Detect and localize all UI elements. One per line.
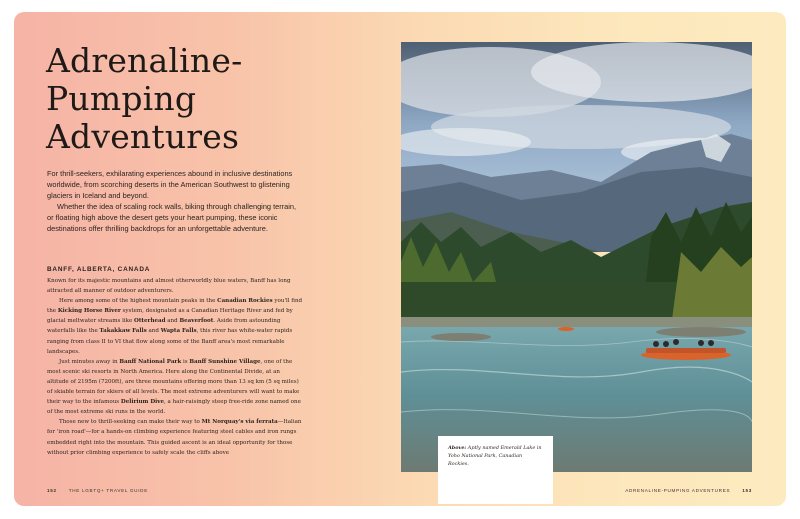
place-name: Banff Sunshine Village	[189, 358, 261, 365]
text-run: and	[165, 318, 180, 325]
intro-paragraph: For thrill-seekers, exhilarating experiences abound in inclusive destinations worldwide, from scorching deserts in the American Southwest to glistening glaciers in Iceland and beyond.	[47, 169, 293, 200]
landscape-photo	[401, 42, 752, 472]
body-paragraph	[47, 417, 303, 457]
body-paragraph	[47, 357, 303, 418]
text-run: system, designated as a Canadian Heritage River and fed by glacial meltwater streams like	[47, 308, 293, 325]
place-name: Otterhead	[134, 318, 166, 325]
place-name: Beaverfoot	[179, 318, 214, 325]
page-number: 152	[47, 488, 57, 493]
page-title: Adrenaline- Pumping Adventures	[46, 41, 243, 156]
text-run: and	[146, 328, 161, 335]
footer-left	[47, 488, 148, 493]
caption-label: Above:	[448, 445, 467, 451]
text-run: is	[181, 358, 190, 365]
running-title: ADRENALINE-PUMPING ADVENTURES	[625, 488, 731, 493]
section-heading: BANFF, ALBERTA, CANADA	[47, 266, 151, 273]
text-run: , a hair-raisingly steep free-ride zone named one of the most extreme ski runs in the world.	[47, 399, 301, 416]
text-run: —Italian for 'iron road'—for a hands-on climbing experience featuring steel cables and iron rungs embedded right into the mountain. This guided ascent is an ideal opportunity for those without prior climbing experience to safely scale the cliffs above	[47, 419, 302, 456]
footer-right	[625, 488, 752, 493]
body-paragraph	[47, 296, 303, 357]
text-run: Here among some of the highest mountain peaks in the	[59, 298, 218, 305]
running-title: THE LGBTQ+ TRAVEL GUIDE	[68, 488, 148, 493]
article-body	[47, 276, 303, 458]
place-name: Kicking Horse River	[57, 308, 121, 315]
place-name: Banff National Park	[119, 358, 182, 365]
text-run: you'll find the	[47, 298, 303, 315]
place-name: Mt Norquay's via ferrata	[201, 419, 278, 426]
caption-text: Aptly named Emerald Lake in Yoho National Park, Canadian Rockies.	[448, 445, 542, 467]
text-run: , this river has white-water rapids ranging from class II to VI that flow along some of the Banff area's most remarkable landscapes.	[47, 328, 293, 355]
intro-text	[47, 169, 299, 234]
place-name: Wapta Falls	[160, 328, 197, 335]
page-number: 153	[742, 488, 752, 493]
photo-caption	[438, 436, 553, 504]
intro-paragraph: Whether the idea of scaling rock walls, biking through challenging terrain, or floating high above the desert gets your heart pumping, these iconic destinations offer thrilling backdrops for an unforgettable adventure.	[47, 201, 297, 233]
place-name: Delirium Dive	[120, 399, 164, 406]
text-run: Those new to thrill-seeking can make their way to	[59, 419, 202, 426]
place-name: Canadian Rockies	[217, 298, 273, 305]
text-run: . Aside from astounding waterfalls like the	[47, 318, 281, 335]
body-paragraph: Known for its majestic mountains and almost otherworldly blue waters, Banff has long attracted all manner of outdoor adventurers.	[47, 278, 291, 295]
text-run: , one of the most scenic ski resorts in North America. Here along the Continental Divide, at an altitude of 2195m (7200ft), are three mountains offering more than 13 sq km (5 sq miles) of skiable terrain for skiers of all levels. The most extreme adventurers will want to make their way to the infamous	[47, 358, 300, 406]
text-run: Just minutes away in	[59, 358, 120, 365]
place-name: Takakkaw Falls	[99, 328, 147, 335]
magazine-spread	[14, 12, 786, 506]
